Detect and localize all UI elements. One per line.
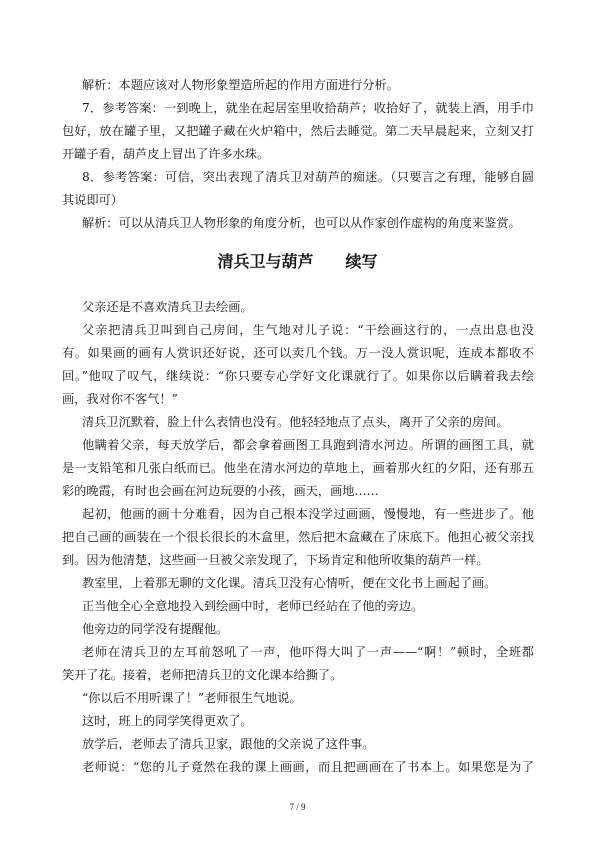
paragraph <box>62 74 534 97</box>
text-line: 教室里，上着那无聊的文化课。清兵卫没有心情听，便在文化书上画起了画。 <box>82 576 497 590</box>
page-number: 7 / 9 <box>289 802 306 812</box>
text-line: 彩的晚霞，有时也会画在河边玩耍的小孩，画天，画地…… <box>62 484 379 498</box>
text-line: “你以后不用听课了！”老师很生气地说。 <box>82 691 302 705</box>
text-line: 老师说：“您的儿子竟然在我的课上画画，而且把画画在了书本上。如果您是为了 <box>82 760 534 774</box>
paragraph <box>62 411 534 434</box>
text-line: 画，我对你不客气！” <box>62 392 178 406</box>
paragraph <box>62 733 534 756</box>
text-line: 回。”他叹了叹气，继续说：“你只要专心学好文化课就行了。如果你以后瞒着我去绘 <box>62 369 534 383</box>
text-line: 包好，放在罐子里，又把罐子藏在火炉箱中，然后去睡觉。第二天早晨起来，立刻又打 <box>62 124 534 138</box>
paragraph <box>62 434 534 503</box>
paragraph <box>62 572 534 595</box>
paragraph <box>62 687 534 710</box>
text-line: 起初，他画的画十分难看，因为自己根本没学过画画，慢慢地，有一些进步了。他 <box>82 507 534 521</box>
text-line: 8．参考答案：可信，突出表现了清兵卫对葫芦的痴迷。（只要言之有理，能够自圆 <box>82 170 534 184</box>
text-line: 清兵卫沉默着，脸上什么表情也没有。他轻轻地点了点头，离开了父亲的房间。 <box>82 415 509 429</box>
text-line: 是一支铅笔和几张白纸而已。他坐在清水河边的草地上，画着那火红的夕阳，还有那五 <box>62 461 534 475</box>
paragraph <box>62 756 534 779</box>
text-line: 到。因为他清楚，这些画一旦被父亲发现了，下场肯定和他所收集的葫芦一样。 <box>62 553 489 567</box>
text-line: 这时，班上的同学笑得更欢了。 <box>82 714 253 728</box>
text-line: 其说即可） <box>62 193 123 207</box>
paragraph <box>62 503 534 572</box>
text-line: 父亲把清兵卫叫到自己房间，生气地对儿子说：“干绘画这行的，一点出息也没 <box>82 323 534 337</box>
text-line: 老师在清兵卫的左耳前怒吼了一声，他吓得大叫了一声——“啊！”顿时，全班都 <box>82 645 534 659</box>
paragraph <box>62 595 534 618</box>
text-line: 他瞒着父亲，每天放学后，都会拿着画图工具跑到清水河边。所谓的画图工具，就 <box>82 438 534 452</box>
text-line: 把自己画的画装在一个很长很长的木盒里，然后把木盒藏在了床底下。他担心被父亲找 <box>62 530 534 544</box>
text-line: 解析：可以从清兵卫人物形象的角度分析，也可以从作家创作虚构的角度来鉴赏。 <box>82 216 521 230</box>
text-line: 父亲还是不喜欢清兵卫去绘画。 <box>82 300 253 314</box>
text-line: 有。如果画的画有人赏识还好说，还可以卖几个钱。万一没人赏识呢，连成本都收不 <box>62 346 534 360</box>
essay-title: 清兵卫与葫芦 续写 <box>217 252 378 271</box>
paragraph <box>62 710 534 733</box>
text-line: 放学后，老师去了清兵卫家，跟他的父亲说了这件事。 <box>82 737 375 751</box>
paragraph <box>62 641 534 687</box>
text-line: 解析：本题应该对人物形象塑造所起的作用方面进行分析。 <box>82 78 399 92</box>
text-line: 开罐子看，葫芦皮上冒出了许多水珠。 <box>62 147 270 161</box>
paragraph <box>62 97 534 166</box>
text-line: 他旁边的同学没有提醒他。 <box>82 622 229 636</box>
paragraph <box>62 319 534 411</box>
text-line: 正当他全心全意地投入到绘画中时，老师已经站在了他的旁边。 <box>82 599 424 613</box>
essay-body <box>62 296 534 779</box>
paragraph <box>62 166 534 212</box>
answer-analysis-section <box>62 74 534 235</box>
text-line: 笑开了花。接着，老师把清兵卫的文化课本给撕了。 <box>62 668 343 682</box>
paragraph <box>62 618 534 641</box>
text-line: 7．参考答案：一到晚上，就坐在起居室里收拾葫芦；收拾好了，就装上酒，用手巾 <box>82 101 534 115</box>
paragraph <box>62 296 534 319</box>
paragraph <box>62 212 534 235</box>
